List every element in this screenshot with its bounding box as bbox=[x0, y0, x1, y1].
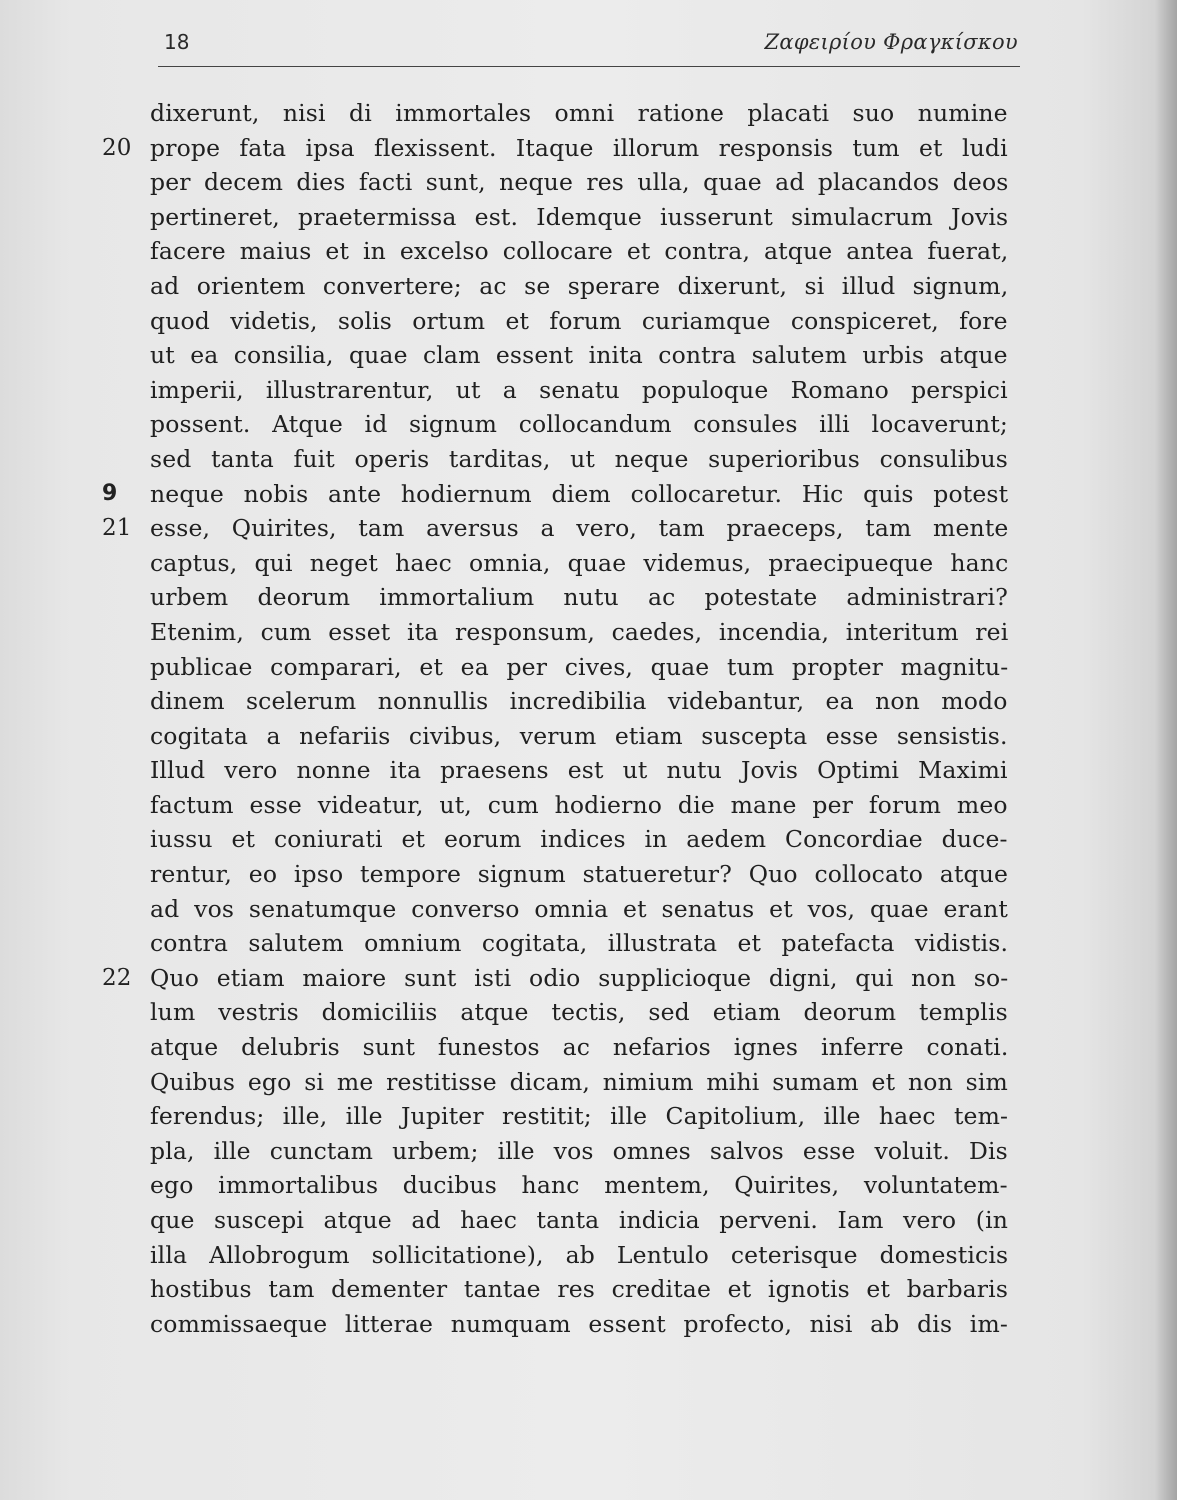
line-text: dixerunt, nisi di immortales omni ratione placati suo numine bbox=[150, 99, 1008, 127]
text-line bbox=[150, 1272, 1008, 1307]
line-text: dinem scelerum nonnullis incredibilia videbantur, ea non modo bbox=[150, 687, 1008, 716]
line-text: ego immortalibus ducibus hanc mentem, Quirites, voluntatem- bbox=[150, 1171, 1008, 1200]
line-text: pertineret, praetermissa est. Idemque iusserunt simulacrum Jovis bbox=[150, 202, 1009, 231]
line-text: neque nobis ante hodiernum diem collocaretur. Hic quis potest bbox=[150, 479, 1009, 508]
text-line bbox=[102, 511, 1009, 546]
line-text: Quo etiam maiore sunt isti odio supplicioque digni, qui non so- bbox=[150, 963, 1009, 992]
body-text bbox=[102, 96, 1009, 1341]
text-line bbox=[150, 857, 1008, 892]
text-line bbox=[150, 269, 1008, 304]
line-text: prope fata ipsa flexissent. Itaque illorum responsis tum et ludi bbox=[150, 133, 1008, 162]
line-text: possent. Atque id signum collocandum consules illi locaverunt; bbox=[150, 410, 1009, 439]
text-line bbox=[150, 1065, 1008, 1100]
text-line bbox=[150, 1307, 1008, 1342]
text-line bbox=[150, 650, 1008, 685]
text-line bbox=[102, 961, 1009, 996]
line-text: facere maius et in excelso collocare et contra, atque antea fuerat, bbox=[150, 237, 1009, 266]
text-line bbox=[150, 684, 1008, 719]
line-text: esse, Quirites, tam aversus a vero, tam praeceps, tam mente bbox=[150, 514, 1009, 543]
line-text: ad orientem convertere; ac se sperare dixerunt, si illud signum, bbox=[150, 271, 1009, 300]
line-text: Quibus ego si me restitisse dicam, nimium mihi sumam et non sim bbox=[150, 1067, 1008, 1096]
line-text: cogitata a nefariis civibus, verum etiam suscepta esse sensistis. bbox=[150, 721, 1008, 750]
text-line bbox=[150, 1134, 1008, 1169]
page-header bbox=[158, 22, 1020, 67]
page-number: 18 bbox=[164, 30, 190, 54]
line-text: ferendus; ille, ille Jupiter restitit; ille Capitolium, ille haec tem- bbox=[150, 1102, 1009, 1131]
line-text: captus, qui neget haec omnia, quae videmus, praecipueque hanc bbox=[150, 548, 1009, 577]
marginal-number: 21 bbox=[102, 515, 132, 542]
text-line bbox=[150, 1203, 1008, 1238]
text-line bbox=[150, 580, 1008, 615]
line-text: ut ea consilia, quae clam essent inita contra salutem urbis atque bbox=[150, 341, 1008, 370]
running-head: Ζαφειρίου Φραγκίσκου bbox=[764, 30, 1018, 54]
line-text: urbem deorum immortalium nutu ac potestate administrari? bbox=[150, 583, 1008, 612]
text-line bbox=[102, 131, 1008, 166]
text-line bbox=[150, 1168, 1008, 1203]
line-text: Illud vero nonne ita praesens est ut nutu Jovis Optimi Maximi bbox=[150, 756, 1008, 785]
line-text: rentur, eo ipso tempore signum statueretur? Quo collocato atque bbox=[150, 860, 1009, 889]
text-line bbox=[150, 1238, 1008, 1273]
text-line bbox=[150, 719, 1008, 754]
text-line bbox=[150, 442, 1008, 477]
text-line bbox=[150, 407, 1008, 442]
line-text: Etenim, cum esset ita responsum, caedes, incendia, interitum rei bbox=[150, 617, 1009, 646]
line-text: iussu et coniurati et eorum indices in aedem Concordiae duce- bbox=[150, 825, 1008, 854]
line-text: hostibus tam dementer tantae res creditae et ignotis et barbaris bbox=[150, 1275, 1009, 1304]
text-line bbox=[150, 373, 1008, 408]
marginal-number: 9 bbox=[102, 480, 118, 506]
text-line bbox=[150, 1099, 1008, 1134]
marginal-number: 22 bbox=[102, 964, 132, 991]
line-text: sed tanta fuit operis tarditas, ut neque superioribus consulibus bbox=[150, 444, 1008, 473]
line-text: atque delubris sunt funestos ac nefarios ignes inferre conati. bbox=[150, 1033, 1009, 1062]
text-line bbox=[150, 304, 1008, 339]
marginal-number: 20 bbox=[102, 134, 132, 161]
text-line bbox=[150, 615, 1008, 650]
text-line bbox=[150, 200, 1008, 235]
line-text: per decem dies facti sunt, neque res ulla, quae ad placandos deos bbox=[150, 168, 1009, 197]
text-line bbox=[102, 477, 1009, 512]
line-text: pla, ille cunctam urbem; ille vos omnes salvos esse voluit. Dis bbox=[150, 1136, 1008, 1165]
line-text: que suscepi atque ad haec tanta indicia perveni. Iam vero (in bbox=[150, 1206, 1009, 1234]
line-text: imperii, illustrarentur, ut a senatu populoque Romano perspici bbox=[150, 375, 1008, 404]
line-text: ad vos senatumque converso omnia et senatus et vos, quae erant bbox=[150, 894, 1008, 923]
text-line bbox=[150, 788, 1008, 823]
text-line bbox=[150, 892, 1008, 927]
line-text: lum vestris domiciliis atque tectis, sed etiam deorum templis bbox=[150, 998, 1008, 1027]
text-line bbox=[150, 822, 1008, 857]
text-line bbox=[150, 338, 1008, 373]
line-text: illa Allobrogum sollicitatione), ab Lentulo ceterisque domesticis bbox=[150, 1240, 1009, 1269]
text-line bbox=[150, 926, 1008, 961]
line-text: factum esse videatur, ut, cum hodierno die mane per forum meo bbox=[150, 790, 1008, 819]
line-text: publicae comparari, et ea per cives, quae tum propter magnitu- bbox=[150, 652, 1009, 681]
text-line bbox=[150, 96, 1008, 131]
text-line bbox=[150, 753, 1008, 788]
text-line bbox=[150, 995, 1008, 1030]
line-text: quod videtis, solis ortum et forum curiamque conspiceret, fore bbox=[150, 306, 1008, 335]
text-line bbox=[150, 165, 1008, 200]
text-line bbox=[150, 234, 1008, 269]
text-line bbox=[150, 1030, 1008, 1065]
line-text: commissaeque litterae numquam essent profecto, nisi ab dis im- bbox=[150, 1309, 1008, 1338]
text-line bbox=[150, 546, 1008, 581]
page-edge-shadow bbox=[1155, 0, 1177, 1500]
line-text: contra salutem omnium cogitata, illustrata et patefacta vidistis. bbox=[150, 929, 1009, 958]
